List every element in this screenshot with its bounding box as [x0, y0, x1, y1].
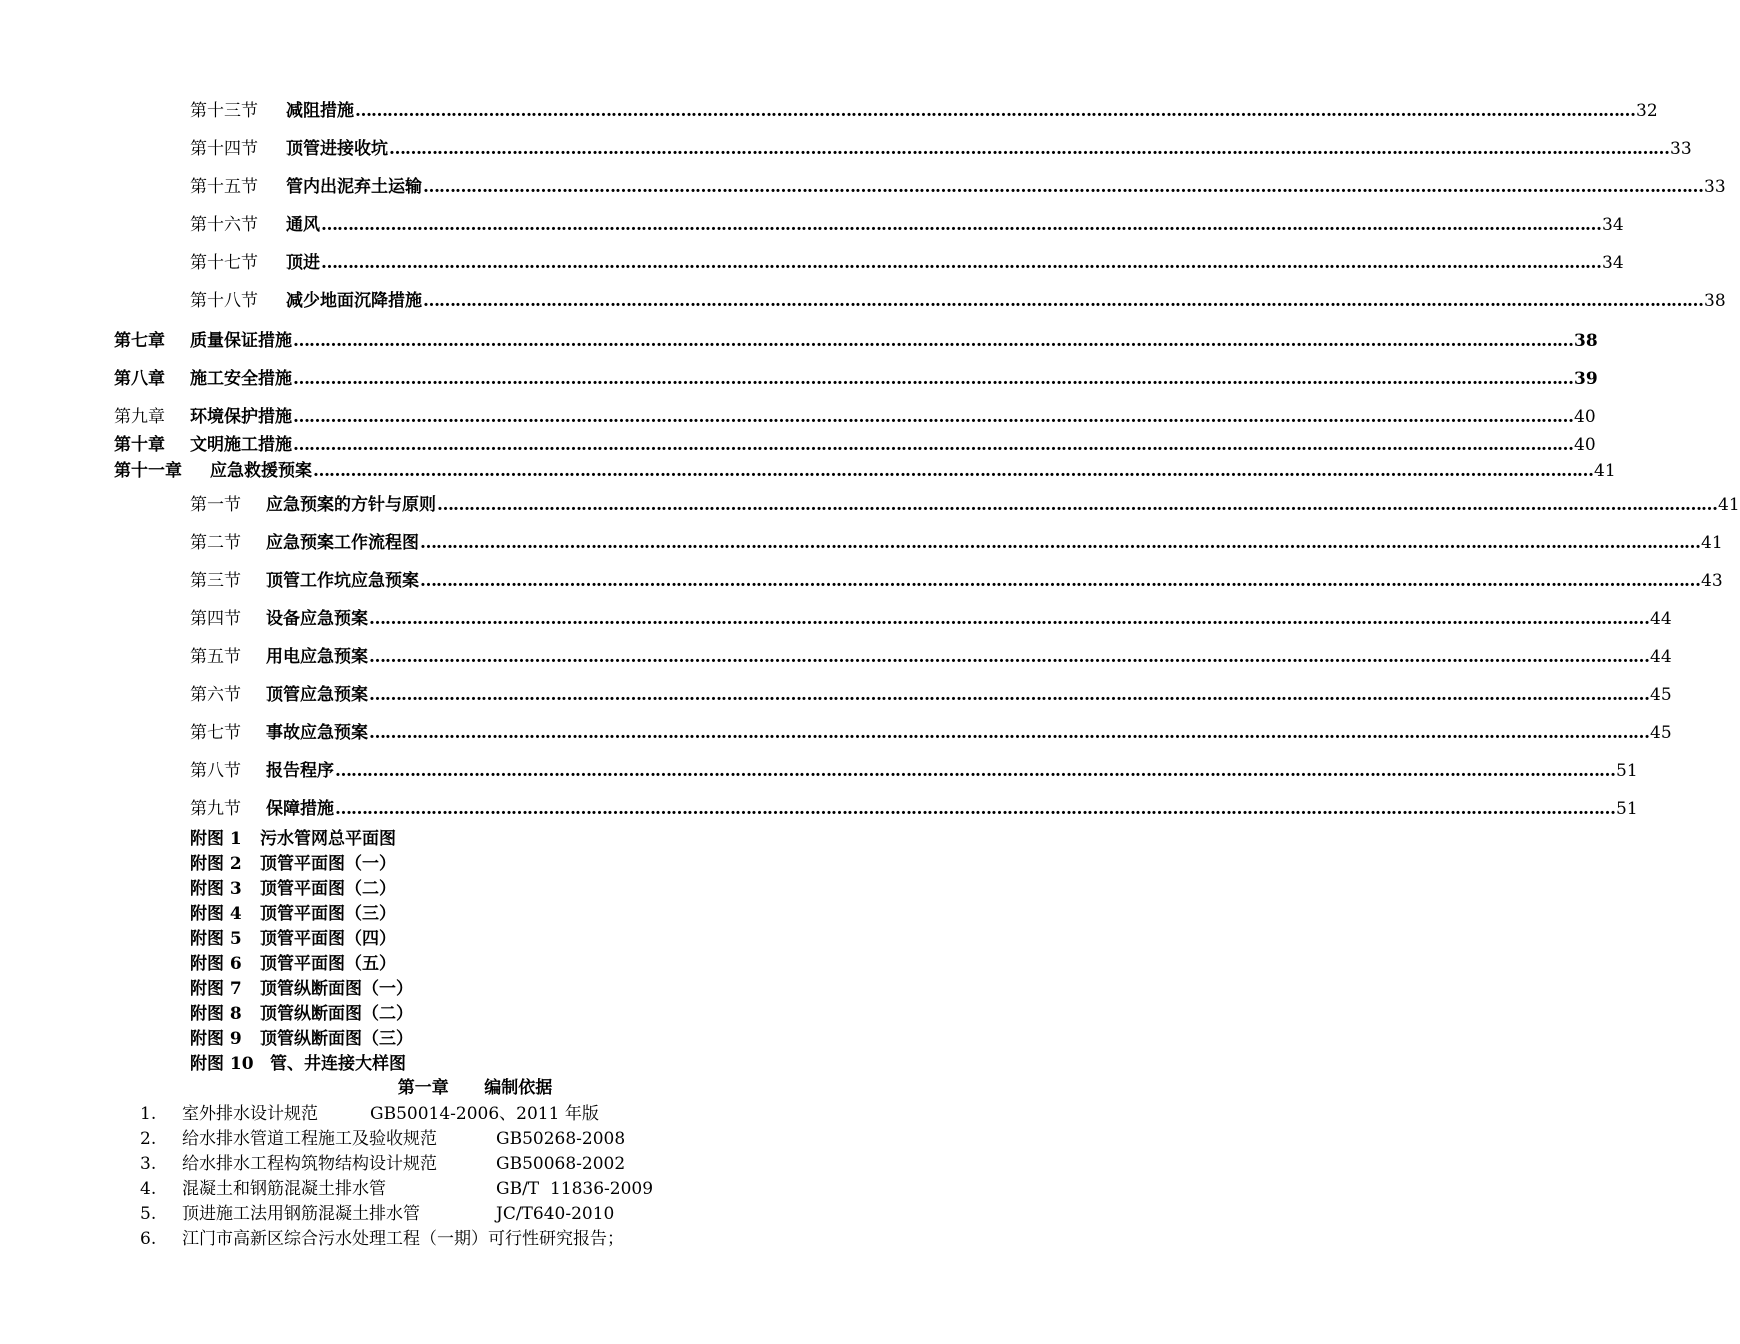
appendix-label: 附图 10	[190, 1054, 254, 1074]
toc-title: 环境保护措施	[190, 407, 292, 427]
basis-number: 3.	[140, 1154, 157, 1174]
toc-page-number: 34	[1602, 253, 1624, 273]
dot-leader: ……………………………………………………………………………………………………………………………………………………………………………………………………………………	[369, 685, 1649, 705]
appendix-title: 顶管纵断面图（三）	[260, 1029, 413, 1049]
toc-label: 第三节	[190, 571, 241, 591]
toc-page-number: 38	[1574, 331, 1598, 351]
toc-label: 第七章	[114, 331, 165, 351]
dot-leader: ……………………………………………………………………………………………………………………………………………………………………………………………………………………	[389, 139, 1669, 159]
toc-title: 顶管应急预案	[266, 685, 368, 705]
toc-entry	[190, 532, 1723, 554]
basis-code: GB50268-2008	[496, 1129, 626, 1149]
toc-page-number: 43	[1701, 571, 1723, 591]
appendix-title: 污水管网总平面图	[260, 829, 396, 849]
toc-page-number: 38	[1704, 291, 1726, 311]
toc-title: 质量保证措施	[190, 331, 292, 351]
toc-page-number: 32	[1636, 101, 1658, 121]
appendix-item	[190, 878, 396, 900]
toc-label: 第七节	[190, 723, 241, 743]
dot-leader: ……………………………………………………………………………………………………………………………………………………………………………………………………………………	[321, 215, 1601, 235]
toc-entry	[190, 646, 1672, 668]
toc-title: 报告程序	[266, 761, 334, 781]
dot-leader: ……………………………………………………………………………………………………………………………………………………………………………………………………………………	[423, 291, 1703, 311]
toc-entry	[114, 406, 1596, 428]
toc-title: 用电应急预案	[266, 647, 368, 667]
appendix-title: 顶管纵断面图（二）	[260, 1004, 413, 1024]
toc-page-number: 39	[1574, 369, 1598, 389]
basis-text: 给水排水管道工程施工及验收规范	[182, 1129, 437, 1149]
toc-entry	[190, 798, 1638, 820]
dot-leader: ……………………………………………………………………………………………………………………………………………………………………………………………………………………	[369, 647, 1649, 667]
basis-text: 混凝土和钢筋混凝土排水管	[182, 1179, 386, 1199]
toc-entry	[190, 100, 1658, 122]
dot-leader: ……………………………………………………………………………………………………………………………………………………………………………………………………………………	[335, 761, 1615, 781]
toc-title: 管内出泥弃土运输	[286, 177, 422, 197]
dot-leader: ……………………………………………………………………………………………………………………………………………………………………………………………………………………	[293, 435, 1573, 455]
basis-item	[140, 1228, 624, 1250]
toc-page-number: 45	[1650, 685, 1672, 705]
toc-page-number: 44	[1650, 647, 1672, 667]
toc-entry	[190, 722, 1672, 744]
toc-title: 减少地面沉降措施	[286, 291, 422, 311]
dot-leader: ……………………………………………………………………………………………………………………………………………………………………………………………………………………	[369, 723, 1649, 743]
dot-leader: ……………………………………………………………………………………………………………………………………………………………………………………………………………………	[437, 495, 1717, 515]
toc-page-number: 51	[1616, 799, 1638, 819]
appendix-item	[190, 1003, 413, 1025]
dot-leader: ……………………………………………………………………………………………………………………………………………………………………………………………………………………	[313, 461, 1593, 481]
dot-leader: ……………………………………………………………………………………………………………………………………………………………………………………………………………………	[293, 369, 1573, 389]
basis-item	[140, 1203, 614, 1225]
appendix-label: 附图 7	[190, 979, 242, 999]
basis-number: 5.	[140, 1204, 157, 1224]
toc-page-number: 40	[1574, 435, 1596, 455]
toc-title: 文明施工措施	[190, 435, 292, 455]
toc-label: 第十三节	[190, 101, 258, 121]
appendix-item	[190, 853, 396, 875]
toc-label: 第十八节	[190, 291, 258, 311]
toc-entry	[190, 570, 1723, 592]
appendix-label: 附图 6	[190, 954, 242, 974]
toc-title: 设备应急预案	[266, 609, 368, 629]
toc-page-number: 41	[1718, 495, 1740, 515]
toc-title: 顶进	[286, 253, 320, 273]
basis-text: 顶进施工法用钢筋混凝土排水管	[182, 1204, 420, 1224]
dot-leader: ……………………………………………………………………………………………………………………………………………………………………………………………………………………	[293, 331, 1573, 351]
toc-label: 第十七节	[190, 253, 258, 273]
dot-leader: ……………………………………………………………………………………………………………………………………………………………………………………………………………………	[355, 101, 1635, 121]
toc-entry	[114, 460, 1616, 482]
toc-entry	[190, 138, 1692, 160]
appendix-label: 附图 3	[190, 879, 242, 899]
toc-label: 第十六节	[190, 215, 258, 235]
toc-label: 第一节	[190, 495, 241, 515]
appendix-label: 附图 1	[190, 829, 242, 849]
dot-leader: ……………………………………………………………………………………………………………………………………………………………………………………………………………………	[335, 799, 1615, 819]
appendix-item	[190, 903, 396, 925]
toc-label: 第十一章	[114, 461, 182, 481]
basis-number: 1.	[140, 1104, 157, 1124]
dot-leader: ……………………………………………………………………………………………………………………………………………………………………………………………………………………	[420, 533, 1700, 553]
basis-number: 6.	[140, 1229, 157, 1249]
toc-page-number: 51	[1616, 761, 1638, 781]
dot-leader: ……………………………………………………………………………………………………………………………………………………………………………………………………………………	[321, 253, 1601, 273]
basis-text: 室外排水设计规范	[182, 1104, 318, 1124]
basis-number: 2.	[140, 1129, 157, 1149]
basis-item	[140, 1103, 599, 1125]
toc-title: 应急救援预案	[210, 461, 312, 481]
dot-leader: ……………………………………………………………………………………………………………………………………………………………………………………………………………………	[369, 609, 1649, 629]
appendix-item	[190, 978, 413, 1000]
appendix-label: 附图 5	[190, 929, 242, 949]
appendix-title: 顶管纵断面图（一）	[260, 979, 413, 999]
dot-leader: ……………………………………………………………………………………………………………………………………………………………………………………………………………………	[423, 177, 1703, 197]
toc-entry	[190, 290, 1726, 312]
basis-item	[140, 1178, 653, 1200]
toc-label: 第八节	[190, 761, 241, 781]
toc-label: 第九节	[190, 799, 241, 819]
toc-entry	[114, 368, 1598, 390]
toc-title: 保障措施	[266, 799, 334, 819]
appendix-item	[190, 828, 396, 850]
toc-label: 第九章	[114, 407, 165, 427]
chapter-heading: 第一章 编制依据	[397, 1078, 553, 1098]
appendix-item	[190, 1053, 406, 1075]
toc-page-number: 34	[1602, 215, 1624, 235]
appendix-item	[190, 1028, 413, 1050]
toc-title: 通风	[286, 215, 320, 235]
toc-page-number: 41	[1594, 461, 1616, 481]
toc-title: 事故应急预案	[266, 723, 368, 743]
toc-title: 应急预案的方针与原则	[266, 495, 436, 515]
toc-label: 第十章	[114, 435, 165, 455]
toc-entry	[190, 608, 1672, 630]
toc-label: 第五节	[190, 647, 241, 667]
basis-text: 给水排水工程构筑物结构设计规范	[182, 1154, 437, 1174]
toc-label: 第十四节	[190, 139, 258, 159]
basis-item	[140, 1153, 625, 1175]
toc-label: 第四节	[190, 609, 241, 629]
toc-label: 第十五节	[190, 177, 258, 197]
basis-code: GB50068-2002	[496, 1154, 626, 1174]
appendix-title: 顶管平面图（五）	[260, 954, 396, 974]
toc-page-number: 45	[1650, 723, 1672, 743]
basis-code: JC/T640-2010	[496, 1204, 615, 1224]
appendix-title: 管、井连接大样图	[270, 1054, 406, 1074]
appendix-label: 附图 8	[190, 1004, 242, 1024]
toc-entry	[114, 330, 1598, 352]
toc-title: 施工安全措施	[190, 369, 292, 389]
basis-number: 4.	[140, 1179, 157, 1199]
basis-code: GB/T 11836-2009	[496, 1179, 654, 1199]
toc-title: 减阻措施	[286, 101, 354, 121]
appendix-label: 附图 9	[190, 1029, 242, 1049]
toc-title: 顶管进接收坑	[286, 139, 388, 159]
toc-label: 第二节	[190, 533, 241, 553]
appendix-item	[190, 928, 396, 950]
toc-entry	[190, 214, 1624, 236]
toc-label: 第八章	[114, 369, 165, 389]
appendix-title: 顶管平面图（二）	[260, 879, 396, 899]
toc-page-number: 41	[1701, 533, 1723, 553]
basis-text: 江门市高新区综合污水处理工程（一期）可行性研究报告；	[182, 1229, 624, 1249]
basis-code: GB50014-2006、2011 年版	[370, 1104, 599, 1124]
toc-label: 第六节	[190, 685, 241, 705]
toc-entry	[190, 176, 1726, 198]
toc-title: 顶管工作坑应急预案	[266, 571, 419, 591]
appendix-title: 顶管平面图（三）	[260, 904, 396, 924]
appendix-title: 顶管平面图（一）	[260, 854, 396, 874]
appendix-label: 附图 4	[190, 904, 242, 924]
toc-page-number: 40	[1574, 407, 1596, 427]
toc-page-number: 44	[1650, 609, 1672, 629]
toc-entry	[190, 494, 1740, 516]
toc-entry	[114, 434, 1596, 456]
basis-item	[140, 1128, 625, 1150]
dot-leader: ……………………………………………………………………………………………………………………………………………………………………………………………………………………	[420, 571, 1700, 591]
toc-entry	[190, 760, 1638, 782]
appendix-title: 顶管平面图（四）	[260, 929, 396, 949]
toc-page-number: 33	[1670, 139, 1692, 159]
toc-entry	[190, 684, 1672, 706]
appendix-item	[190, 953, 396, 975]
dot-leader: ……………………………………………………………………………………………………………………………………………………………………………………………………………………	[293, 407, 1573, 427]
toc-page-number: 33	[1704, 177, 1726, 197]
appendix-label: 附图 2	[190, 854, 242, 874]
toc-entry	[190, 252, 1624, 274]
toc-title: 应急预案工作流程图	[266, 533, 419, 553]
